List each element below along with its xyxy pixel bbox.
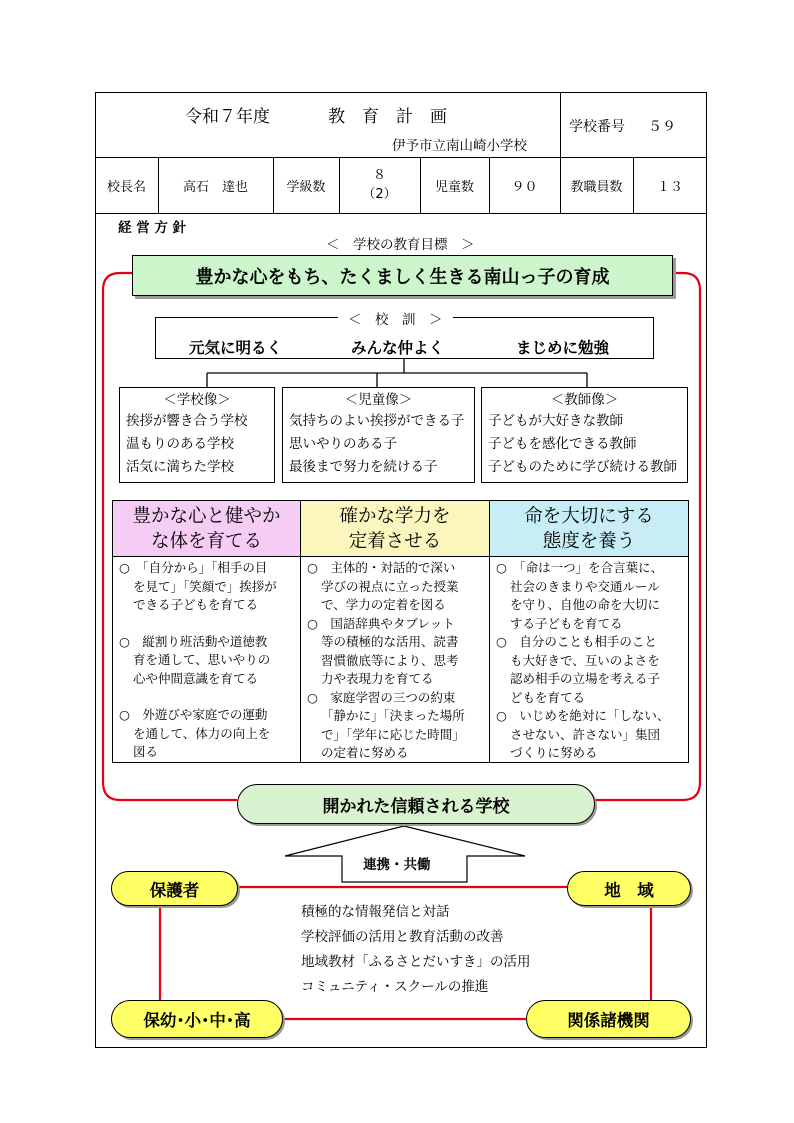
pillar-text: 「静かに」「決まった場所	[321, 708, 465, 723]
school-image-line: 活気に満ちた学校	[126, 459, 234, 475]
pillar-text: 心や仲間意識を育てる	[133, 670, 259, 686]
pillar-text: を守り、自他の命を大切に	[510, 597, 661, 612]
action-list	[301, 900, 531, 1000]
partner-agencies: 関係諸機関	[526, 1000, 691, 1038]
action-item: 地域教材「ふるさとだいすき」の活用	[301, 954, 531, 970]
staff-label: 教職員数	[570, 179, 623, 195]
pillar-text: できる子どもを育てる	[133, 597, 259, 612]
pillar-text: 育を通して、思いやりの	[133, 652, 271, 667]
pillar-text: 習慣徹底等により、思考	[321, 652, 459, 668]
pillar-text: ○ 「自分から」「相手の目	[119, 560, 268, 575]
child-image-title: ＜児童像＞	[344, 392, 413, 408]
school-no-label: 学校番号	[569, 119, 625, 135]
child-image-line: 最後まで努力を続ける子	[289, 459, 438, 475]
pillar-text: の定着に努める	[321, 745, 409, 760]
school-goal: 豊かな心をもち、たくましく生きる南山っ子の育成	[132, 255, 673, 296]
pillar-text: 認め相手の立場を考える子	[510, 671, 661, 686]
classes-label: 学級数	[286, 179, 326, 195]
school-image-line: 温もりのある学校	[126, 436, 234, 452]
child-image-box	[282, 387, 475, 483]
pillar-body-life	[490, 557, 688, 763]
pillar-text: ○ 国語辞典やタブレット	[307, 615, 455, 631]
pillar-text: 力や表現力を育てる	[321, 671, 434, 686]
school-image-title: ＜学校像＞	[163, 392, 231, 408]
action-item: コミュニティ・スクールの推進	[301, 979, 489, 995]
motto-label: ＜ 校 訓 ＞	[338, 308, 453, 328]
pillar-text: 社会のきまりや交通ルール	[510, 578, 660, 594]
school-name: 伊予市立南山崎小学校	[392, 138, 527, 154]
pillar-head-heart	[113, 501, 300, 556]
pillar-head-line: な体を育てる	[150, 530, 262, 552]
school-image-line: 挨拶が響き合う学校	[126, 413, 248, 429]
teacher-image-line: 子どもが大好きな教師	[488, 413, 623, 429]
goal-label: ＜ 学校の教育目標 ＞	[326, 237, 475, 253]
partner-community: 地 域	[567, 871, 691, 906]
pillar-text: で、学力の定着を図る	[321, 597, 446, 612]
students-value: ９０	[511, 179, 538, 195]
school-image-box	[119, 387, 275, 483]
pillar-head-line: 豊かな心と健やか	[132, 505, 281, 527]
pillar-text: 学びの視点に立った授業	[321, 578, 459, 594]
title-year: 令和７年度	[185, 107, 270, 127]
pillar-body-heart	[113, 557, 300, 762]
pillar-text: 図る	[133, 744, 159, 759]
pillar-text: する子どもを育てる	[510, 615, 623, 631]
policy-label: 経 営 方 針	[118, 220, 187, 236]
partner-schools: 保幼･小･中･高	[111, 1000, 283, 1038]
pillar-head-line: 確かな学力を	[339, 505, 451, 527]
pillar-text: ○ いじめを絶対に「しない、	[496, 708, 670, 723]
teacher-image-box	[481, 387, 688, 483]
classes-main: ８	[372, 168, 386, 183]
pillar-text: ○ 家庭学習の三つの約束	[307, 689, 456, 705]
pillar-text: も大好きで、互いのよさを	[510, 652, 660, 668]
child-image-line: 思いやりのある子	[289, 436, 397, 452]
pillar-text: させない、許さない」集団	[510, 726, 661, 742]
principal-name: 高石 達也	[182, 179, 248, 195]
pillar-body-learning	[301, 557, 489, 763]
motto-item-2: みんな仲よく	[351, 339, 445, 357]
cooperation-label: 連携・共働	[363, 857, 431, 873]
pillar-text: を見て」「笑顔で」挨拶が	[133, 578, 277, 594]
action-item: 学校評価の活用と教育活動の改善	[301, 929, 504, 945]
pillar-head-line: 命を大切にする	[524, 505, 654, 527]
teacher-image-title: ＜教師像＞	[550, 392, 619, 408]
teacher-image-line: 子どもを感化できる教師	[488, 436, 637, 452]
action-item: 積極的な情報発信と対話	[301, 904, 450, 920]
pillar-text: ○ 主体的・対話的で深い	[307, 560, 456, 575]
motto-item-1: 元気に明るく	[189, 339, 283, 357]
title-plan: 教 育 計 画	[328, 107, 447, 127]
teacher-image-line: 子どものために学び続ける教師	[488, 459, 677, 475]
trusted-school-banner: 開かれた信頼される学校	[237, 784, 595, 824]
pillar-head-learning	[301, 501, 489, 556]
pillar-text: ○ 自分のことも相手のこと	[496, 634, 657, 649]
pillar-head-line: 態度を養う	[542, 530, 636, 552]
pillar-text: づくりに努める	[510, 745, 598, 760]
pillar-text: で」「学年に応じた時間」	[321, 726, 465, 742]
motto-item-3: まじめに勉強	[516, 339, 610, 357]
students-label: 児童数	[434, 179, 474, 195]
principal-label: 校長名	[106, 179, 146, 195]
pillar-head-line: 定着させる	[348, 530, 442, 552]
pillar-text: を通して、体力の向上を	[133, 725, 271, 741]
pillar-text: ○ 外遊びや家庭での運動	[119, 707, 268, 722]
classes-sub: （2）	[362, 187, 397, 202]
school-no: ５９	[648, 119, 676, 135]
pillar-head-life	[490, 501, 688, 556]
child-image-line: 気持ちのよい挨拶ができる子	[289, 413, 465, 429]
pillar-text: 等の積極的な活用、読書	[321, 634, 459, 649]
pillar-text: ○ 「命は一つ」を合言葉に、	[496, 560, 664, 575]
pillar-text: どもを育てる	[510, 689, 586, 705]
staff-value: １３	[656, 179, 683, 195]
partner-guardians: 保護者	[111, 871, 238, 906]
pillar-text: ○ 縦割り班活動や道徳教	[119, 633, 268, 649]
